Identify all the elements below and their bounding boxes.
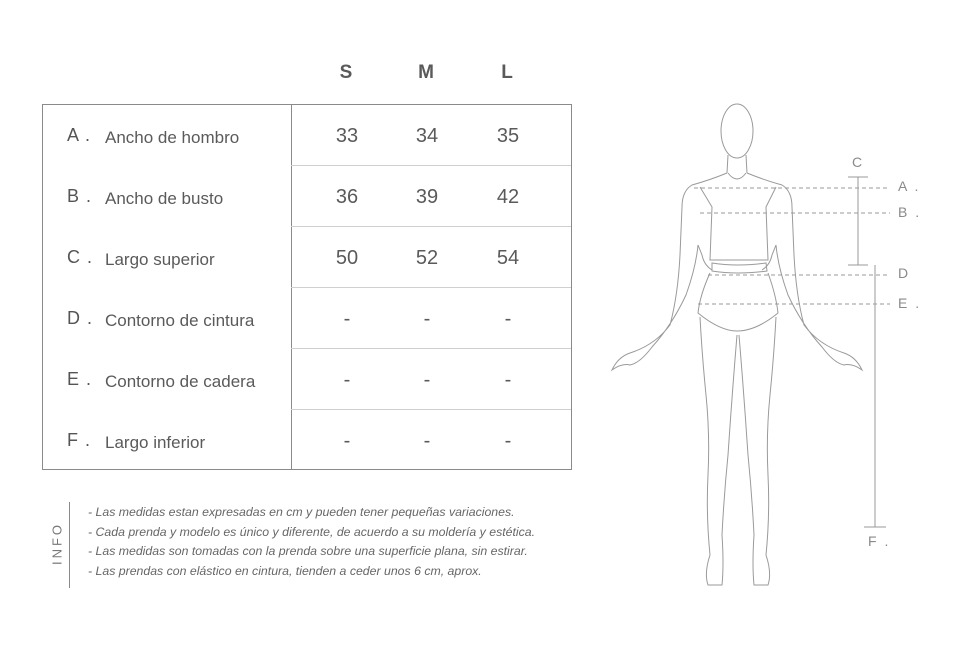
row-name: Largo superior — [105, 250, 215, 269]
figure-label-f: F . — [868, 533, 891, 549]
cell-m: 52 — [415, 247, 439, 269]
row-letter: E . — [67, 369, 93, 389]
row-name: Ancho de hombro — [105, 128, 240, 147]
figure-hips — [698, 273, 778, 331]
cell-m: - — [423, 308, 431, 330]
row-name: Contorno de cadera — [105, 372, 256, 391]
cell-s: 50 — [335, 247, 359, 269]
table-row — [43, 227, 571, 288]
cell-l: - — [504, 308, 512, 330]
cell-l: 42 — [496, 186, 520, 208]
row-letter: F . — [67, 430, 91, 450]
body-figure-illustration — [600, 95, 940, 595]
info-notes — [88, 503, 535, 581]
figure-waistband — [712, 263, 767, 273]
figure-right-leg — [739, 317, 776, 585]
cell-l: - — [504, 369, 512, 391]
cell-s: - — [343, 308, 351, 330]
cell-l: 35 — [496, 125, 520, 147]
cell-m: 34 — [415, 125, 439, 147]
figure-label-a: A . — [898, 178, 921, 194]
cell-s: 36 — [335, 186, 359, 208]
size-header-s: S — [339, 62, 353, 83]
figure-label-e: E . — [898, 295, 922, 311]
cell-s: - — [343, 430, 351, 452]
size-header-l: L — [501, 62, 513, 83]
row-letter: A . — [67, 125, 92, 145]
info-note: - Las medidas son tomadas con la prenda sobre una superficie plana, sin estirar. — [88, 544, 528, 559]
cell-m: 39 — [415, 186, 439, 208]
cell-s: 33 — [335, 125, 359, 147]
row-letter: B . — [67, 186, 93, 206]
size-table — [42, 104, 572, 470]
row-name: Contorno de cintura — [105, 311, 255, 330]
table-row — [43, 105, 571, 166]
cell-l: - — [504, 430, 512, 452]
figure-head — [721, 104, 753, 158]
info-note: - Las prendas con elástico en cintura, tienden a ceder unos 6 cm, aprox. — [88, 563, 482, 578]
figure-top — [700, 187, 776, 260]
info-label: INFO — [49, 521, 65, 566]
row-name: Largo inferior — [105, 433, 206, 452]
figure-label-d: D — [898, 265, 911, 281]
cell-l: 54 — [496, 247, 520, 269]
figure-label-b: B . — [898, 204, 922, 220]
figure-label-c: C — [852, 154, 865, 170]
row-letter: C . — [67, 247, 94, 267]
row-name: Ancho de busto — [105, 189, 224, 208]
figure-left-leg — [700, 317, 737, 585]
size-header-m: M — [418, 62, 434, 83]
table-row — [43, 288, 571, 349]
info-note: - Cada prenda y modelo es único y diferente, de acuerdo a su moldería y estética. — [88, 524, 536, 539]
info-divider — [69, 502, 70, 588]
table-row — [43, 166, 571, 227]
cell-m: - — [423, 369, 431, 391]
info-note: - Las medidas estan expresadas en cm y pueden tener pequeñas variaciones. — [88, 505, 515, 519]
cell-m: - — [423, 430, 431, 452]
row-letter: D . — [67, 308, 94, 328]
table-row — [43, 410, 571, 471]
cell-s: - — [343, 369, 351, 391]
table-row — [43, 349, 571, 410]
